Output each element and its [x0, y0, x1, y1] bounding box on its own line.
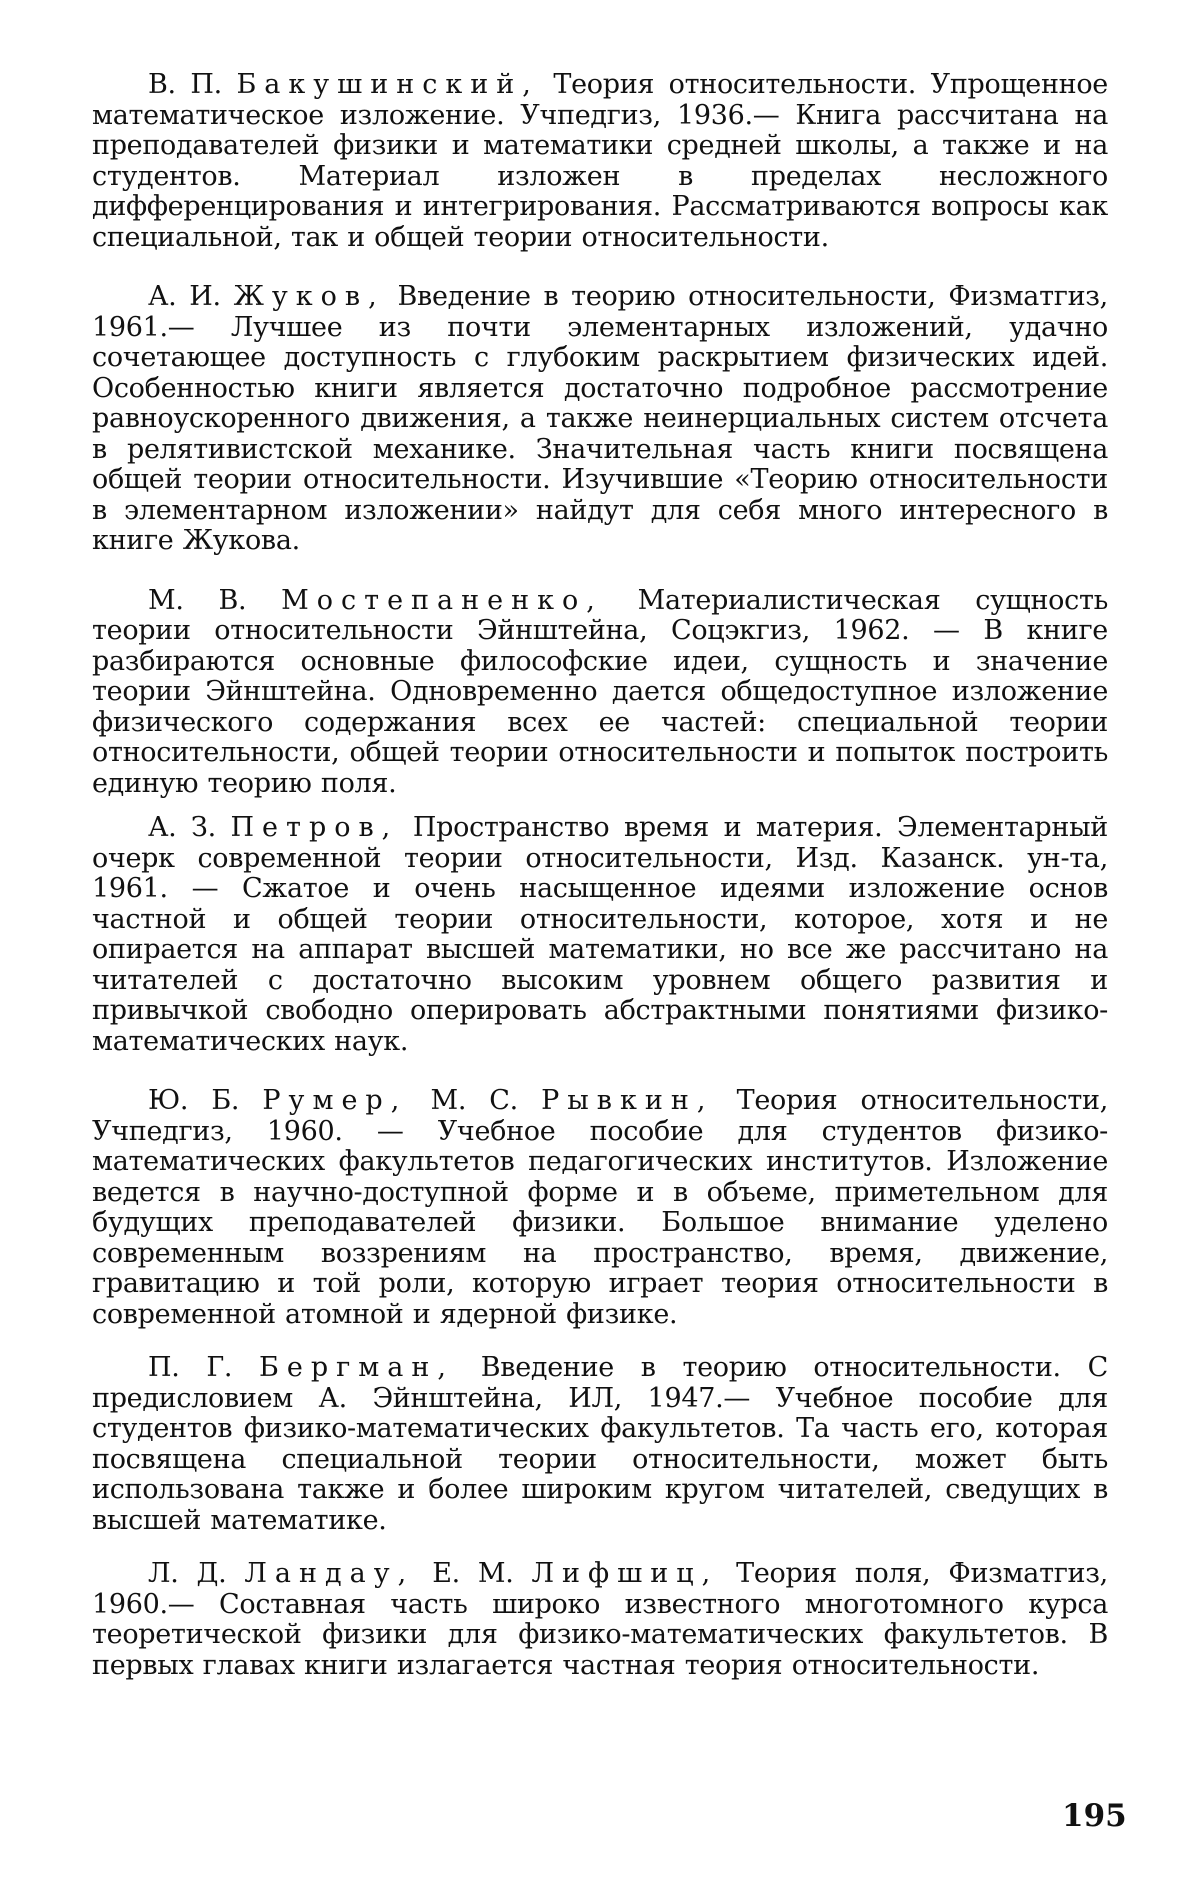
entry-text: Теория относительности. Упрощенное математическое изложение. Учпедгиз, 1936.— Книга рассчитана на преподавателей физики и математики средней школы, а также и на студентов. Материал изложен в пределах несложного дифференцирования и интегрирования. Рассматриваются вопросы как специальной, так и общей теории относительности.	[92, 69, 1108, 253]
entry-text: Введение в теорию относительности, Физматгиз, 1961.— Лучшее из почти элементарных изложений, удачно сочетающее доступность с глубоким раскрытием физических идей. Особенностью книги является достаточно подробное рассмотрение равноускоренного движения, а также неинерциальных систем отсчета в релятивистской механике. Значительная часть книги посвящена общей теории относительности. Изучившие «Теорию относительности в элементарном изложении» найдут для себя много интересного в книге Жукова.	[92, 281, 1108, 556]
entry-coauthor-initials: Е. М.	[432, 1558, 514, 1589]
entry-author: Ландау,	[244, 1558, 415, 1589]
entry-initials: А. И.	[148, 281, 221, 312]
entry-initials: П. Г.	[148, 1352, 233, 1383]
entry-text: Пространство время и материя. Элементарный очерк современной теории относительности, Изд. Казанск. ун-та, 1961. — Сжатое и очень насыщенное идеями изложение основ частной и общей теории относительности, которое, хотя и не опирается на аппарат высшей математики, но все же рассчитано на читателей с достаточно высоким уровнем общего развития и привычкой свободно оперировать абстрактными понятиями физико-математических наук.	[92, 812, 1108, 1057]
entry-text: Теория поля, Физматгиз, 1960.— Составная часть широко известного многотомного курса теоретической физики для физико-математических факультетов. В первых главах книги излагается частная теория относительности.	[92, 1558, 1108, 1681]
entry-text: Введение в теорию относительности. С предисловием А. Эйнштейна, ИЛ, 1947.— Учебное пособие для студентов физико-математических факультетов. Та часть его, которая посвящена специальной теории относительности, может быть использована также и более широким кругом читателей, сведущих в высшей математике.	[92, 1352, 1109, 1536]
bibliography-entry-bergman	[92, 1353, 1108, 1536]
entry-text: Теория относительности, Учпедгиз, 1960. — Учебное пособие для студентов физико-математических факультетов педагогических институтов. Изложение ведется в научно-доступной форме и в объеме, приметельном для будущих преподавателей физики. Большое внимание уделено современным воззрениям на пространство, время, движение, гравитацию и той роли, которую играет теория относительности в современной атомной и ядерной физике.	[92, 1085, 1108, 1330]
entry-author: Мостепаненко,	[281, 584, 603, 616]
entry-initials: В. П.	[148, 69, 222, 100]
entry-text: Материалистическая сущность теории относительности Эйнштейна, Соцэкгиз, 1962. — В книге разбираются основные философские идеи, сущность и значение теории Эйнштейна. Одновременно дается общедоступное изложение физического содержания всех ее частей: специальной теории относительности, общей теории относительности и попыток построить единую теорию поля.	[92, 584, 1108, 799]
bibliography-entry-bakushinsky	[92, 70, 1108, 253]
entry-author: Петров,	[230, 812, 399, 843]
entry-author: Бакушинский,	[236, 69, 539, 100]
entry-author: Жуков,	[233, 281, 385, 312]
entry-author: Бергман,	[259, 1352, 454, 1383]
bibliography-entry-zhukov	[92, 282, 1108, 557]
bibliography-entry-landau-lifshitz	[92, 1559, 1108, 1681]
entry-author: Румер,	[262, 1085, 408, 1116]
page-number: 195	[1062, 1798, 1127, 1834]
entry-coauthor-initials: М. С.	[430, 1085, 518, 1116]
bibliography-entry-rumer-ryvkin	[92, 1086, 1108, 1330]
bibliography-entry-mostepanenko	[92, 586, 1108, 800]
entry-initials: А. З.	[148, 812, 216, 843]
entry-initials: М. В.	[148, 584, 247, 616]
entry-coauthor: Рывкин,	[541, 1085, 714, 1116]
bibliography-entry-petrov	[92, 813, 1108, 1057]
entry-initials: Ю. Б.	[148, 1085, 240, 1116]
entry-initials: Л. Д.	[148, 1558, 227, 1589]
entry-coauthor: Лифшиц,	[531, 1558, 719, 1589]
bibliography-list	[92, 70, 1108, 1681]
